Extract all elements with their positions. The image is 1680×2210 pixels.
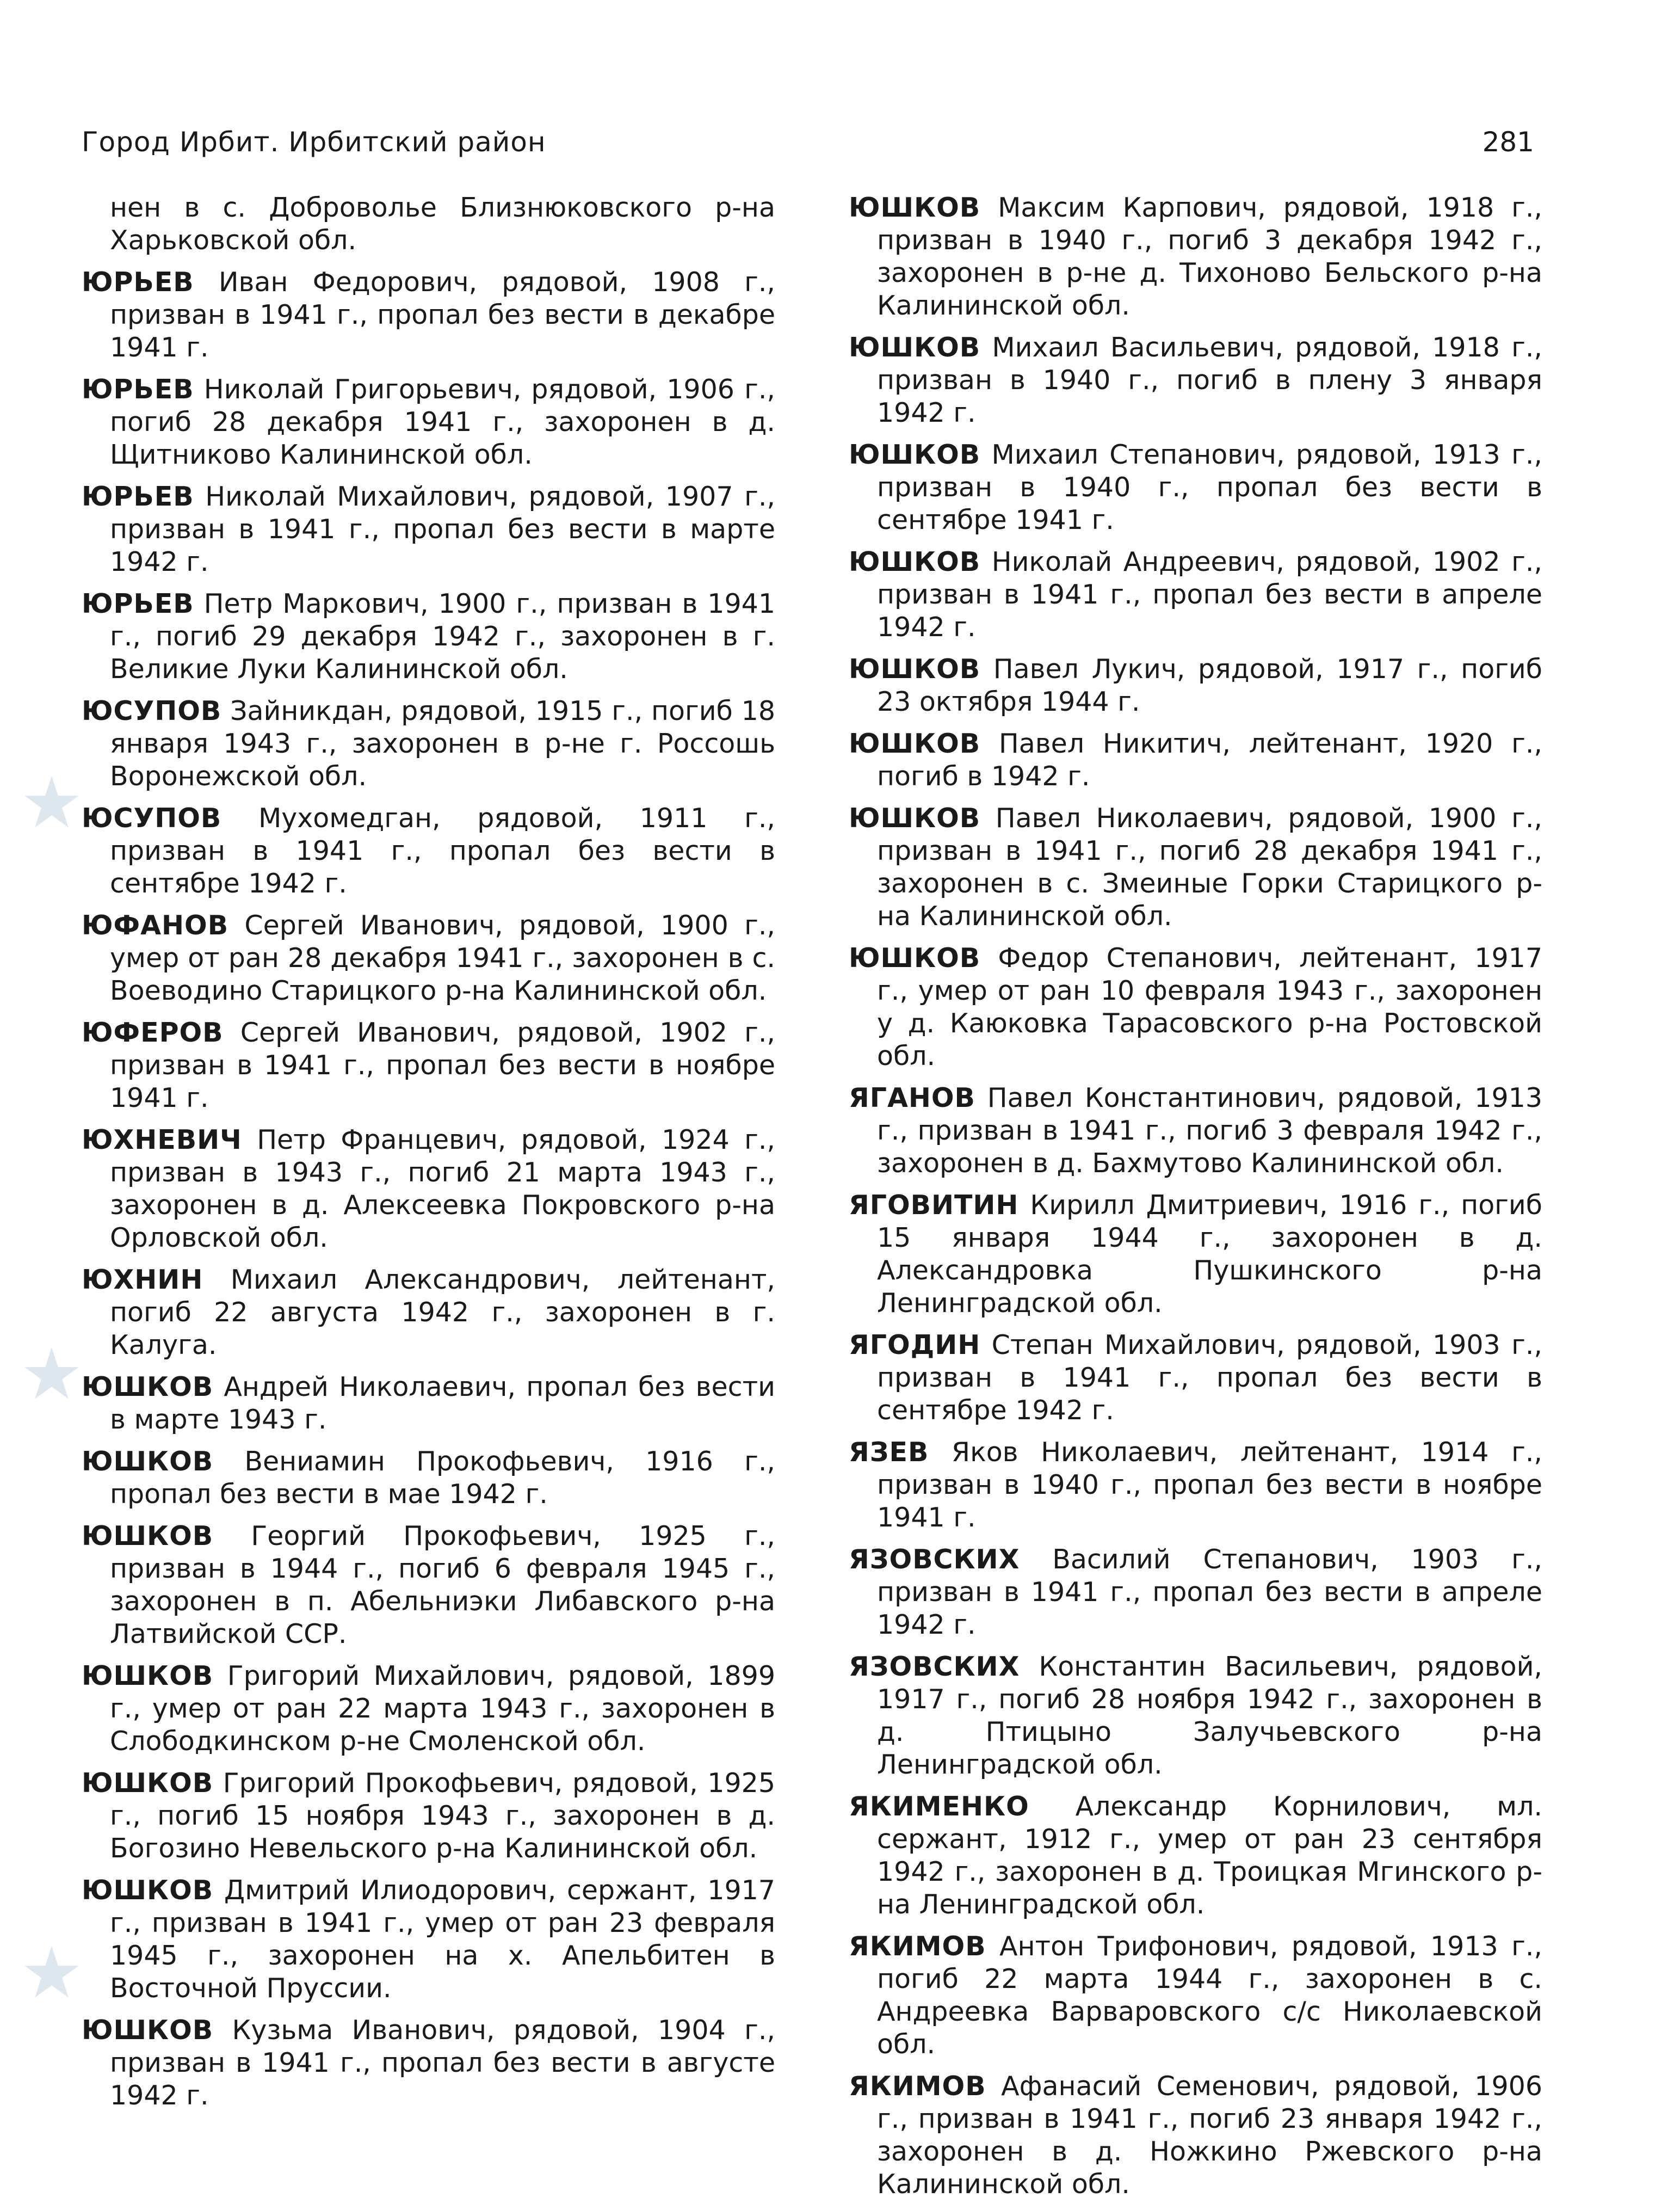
entry-text: Петр Францевич, рядовой, 1924 г., призван в 1943 г., погиб 21 марта 1943 г., захоронен в д. Алексеевка Покровского р-на Орловской обл. bbox=[110, 1124, 776, 1253]
list-item bbox=[849, 2070, 1542, 2201]
star-watermark-icon: ★ bbox=[20, 1333, 84, 1415]
entry-surname: ЮШКОВ bbox=[82, 1660, 214, 1691]
entry-text: Михаил Васильевич, рядовой, 1918 г., призван в 1940 г., погиб в плену 3 января 1942 г. bbox=[877, 332, 1542, 428]
entry-text: Михаил Александрович, лейтенант, погиб 22 августа 1942 г., захоронен в г. Калуга. bbox=[110, 1264, 775, 1361]
entry-text: Павел Лукич, рядовой, 1917 г., погиб 23 октября 1944 г. bbox=[877, 654, 1542, 717]
list-item bbox=[82, 373, 775, 471]
list-item bbox=[849, 1329, 1542, 1427]
entry-surname: ЮШКОВ bbox=[82, 2015, 214, 2046]
right-column bbox=[849, 192, 1542, 2210]
entry-surname: ЮШКОВ bbox=[82, 1875, 214, 1906]
entry-text: Константин Васильевич, рядовой, 1917 г., погиб 28 ноября 1942 г., захоронен в д. Птицыно Залучьевского р-на Ленинградской обл. bbox=[877, 1651, 1542, 1780]
entry-text: Яков Николаевич, лейтенант, 1914 г., призван в 1940 г., пропал без вести в ноябре 1941 г. bbox=[877, 1437, 1542, 1533]
list-item bbox=[82, 1445, 775, 1511]
entry-surname: ЯГОДИН bbox=[849, 1329, 981, 1361]
list-item bbox=[82, 1874, 775, 2005]
entry-surname: ЮРЬЕВ bbox=[82, 267, 194, 298]
entry-surname: ЯГАНОВ bbox=[849, 1082, 975, 1113]
entry-surname: ЮХНИН bbox=[82, 1264, 203, 1295]
running-head: Город Ирбит. Ирбитский район bbox=[82, 126, 546, 158]
entry-surname: ЮХНЕВИЧ bbox=[82, 1124, 242, 1155]
entry-surname: ЮШКОВ bbox=[82, 1446, 214, 1477]
list-item bbox=[849, 192, 1542, 322]
list-item bbox=[82, 1660, 775, 1758]
entry-text: Андрей Николаевич, пропал без вести в марте 1943 г. bbox=[110, 1371, 775, 1435]
entry-surname: ЮСУПОВ bbox=[82, 695, 222, 727]
list-item bbox=[849, 1790, 1542, 1921]
entry-text: Зайникдан, рядовой, 1915 г., погиб 18 января 1943 г., захоронен в р-не г. Россошь Воронежской обл. bbox=[110, 695, 775, 792]
list-item bbox=[849, 1082, 1542, 1180]
list-item bbox=[82, 695, 775, 793]
entry-surname: ЮШКОВ bbox=[849, 332, 981, 363]
entry-text: Сергей Иванович, рядовой, 1900 г., умер от ран 28 декабря 1941 г., захоронен в с. Воеводино Старицкого р-на Калининской обл. bbox=[110, 910, 776, 1006]
entry-text: Александр Корнилович, мл. сержант, 1912 г., умер от ран 23 сентября 1942 г., захоронен в д. Троицкая Мгинского р-на Ленинградской обл. bbox=[877, 1791, 1542, 1920]
entry-text: Вениамин Прокофьевич, 1916 г., пропал без вести в мае 1942 г. bbox=[110, 1446, 776, 1510]
entry-surname: ЮШКОВ bbox=[849, 546, 981, 577]
entry-text: Антон Трифонович, рядовой, 1913 г., погиб 22 марта 1944 г., захоронен в с. Андреевка Варваровского с/с Николаевской обл. bbox=[877, 1931, 1543, 2060]
entry-text: Кирилл Дмитриевич, 1916 г., погиб 15 января 1944 г., захоронен в д. Александровка Пушкинского р-на Ленинградской обл. bbox=[877, 1190, 1542, 1319]
entry-text: Николай Григорьевич, рядовой, 1906 г., погиб 28 декабря 1941 г., захоронен в д. Щитниково Калининской обл. bbox=[110, 374, 775, 470]
list-item bbox=[849, 802, 1542, 933]
entry-text: Павел Николаевич, рядовой, 1900 г., призван в 1941 г., погиб 28 декабря 1941 г., захоронен в с. Змеиные Горки Старицкого р-на Калининской обл. bbox=[877, 803, 1542, 932]
list-item bbox=[849, 653, 1542, 718]
entry-text: Петр Маркович, 1900 г., призван в 1941 г., погиб 29 декабря 1942 г., захоронен в г. Великие Луки Калининской обл. bbox=[110, 588, 776, 685]
list-item bbox=[849, 1930, 1542, 2061]
list-item bbox=[849, 728, 1542, 793]
entry-surname: ЯКИМОВ bbox=[849, 1931, 986, 1962]
entry-surname: ЯЗЕВ bbox=[849, 1437, 929, 1468]
entry-text: Федор Степанович, лейтенант, 1917 г., умер от ран 10 февраля 1943 г., захоронен у д. Каюковка Тарасовского р-на Ростовской обл. bbox=[877, 943, 1543, 1072]
list-item bbox=[82, 192, 775, 257]
list-item bbox=[82, 1520, 775, 1651]
entry-text: Афанасий Семенович, рядовой, 1906 г., призван в 1941 г., погиб 23 января 1942 г., захоронен в д. Ножкино Ржевского р-на Калининской обл. bbox=[877, 2071, 1542, 2200]
left-column bbox=[82, 192, 775, 2121]
list-item bbox=[849, 439, 1542, 537]
entry-surname: ЯЗОВСКИХ bbox=[849, 1544, 1020, 1575]
entry-text: Павел Никитич, лейтенант, 1920 г., погиб в 1942 г. bbox=[877, 728, 1542, 792]
list-item bbox=[849, 1189, 1542, 1320]
entry-text: Павел Константинович, рядовой, 1913 г., призван в 1941 г., погиб 3 февраля 1942 г., захоронен в д. Бахмутово Калининской обл. bbox=[877, 1082, 1542, 1179]
entry-surname: ЯЗОВСКИХ bbox=[849, 1651, 1020, 1682]
entry-text: нен в с. Доброволье Близнюковского р-на Харьковской обл. bbox=[110, 192, 775, 256]
entry-text: Михаил Степанович, рядовой, 1913 г., призван в 1940 г., пропал без вести в сентябре 1941 г. bbox=[877, 439, 1542, 535]
entry-surname: ЮШКОВ bbox=[849, 192, 981, 223]
list-item bbox=[82, 802, 775, 900]
list-item bbox=[849, 942, 1542, 1073]
star-watermark-icon: ★ bbox=[20, 1931, 84, 2014]
list-item bbox=[82, 909, 775, 1007]
entry-text: Николай Андреевич, рядовой, 1902 г., призван в 1941 г., пропал без вести в апреле 1942 г. bbox=[877, 546, 1542, 643]
entry-surname: ЮШКОВ bbox=[849, 439, 981, 470]
entry-text: Николай Михайлович, рядовой, 1907 г., призван в 1941 г., пропал без вести в марте 1942 г. bbox=[110, 481, 775, 577]
page-number: 281 bbox=[1482, 126, 1534, 158]
entry-text: Кузьма Иванович, рядовой, 1904 г., призван в 1941 г., пропал без вести в августе 1942 г. bbox=[110, 2015, 776, 2111]
star-watermark-icon: ★ bbox=[20, 761, 84, 844]
entry-text: Максим Карпович, рядовой, 1918 г., призван в 1940 г., погиб 3 декабря 1942 г., захоронен в р-не д. Тихоново Бельского р-на Калининской обл. bbox=[877, 192, 1543, 321]
entry-surname: ЮФЕРОВ bbox=[82, 1017, 224, 1048]
entry-surname: ЮШКОВ bbox=[82, 1768, 214, 1799]
entry-surname: ЮШКОВ bbox=[82, 1520, 214, 1552]
entry-text: Георгий Прокофьевич, 1925 г., призван в 1944 г., погиб 6 февраля 1945 г., захоронен в п. Абельниэки Либавского р-на Латвийской ССР. bbox=[110, 1520, 776, 1649]
list-item bbox=[849, 546, 1542, 644]
list-item bbox=[849, 1543, 1542, 1641]
list-item bbox=[82, 266, 775, 364]
entry-surname: ЮРЬЕВ bbox=[82, 374, 194, 405]
entry-surname: ЮШКОВ bbox=[849, 728, 981, 759]
entry-text: Григорий Прокофьевич, рядовой, 1925 г., погиб 15 ноября 1943 г., захоронен в д. Богозино Невельского р-на Калининской обл. bbox=[110, 1768, 776, 1864]
entry-text: Иван Федорович, рядовой, 1908 г., призван в 1941 г., пропал без вести в декабре 1941 г. bbox=[110, 267, 776, 363]
entry-surname: ЮФАНОВ bbox=[82, 910, 229, 941]
entry-surname: ЯКИМОВ bbox=[849, 2071, 986, 2102]
entry-text: Степан Михайлович, рядовой, 1903 г., призван в 1941 г., пропал без вести в сентябре 1942 г. bbox=[877, 1329, 1542, 1426]
entry-surname: ЮРЬЕВ bbox=[82, 588, 194, 619]
entry-text: Сергей Иванович, рядовой, 1902 г., призван в 1941 г., пропал без вести в ноябре 1941 г. bbox=[110, 1017, 775, 1113]
entry-surname: ЮШКОВ bbox=[849, 943, 981, 974]
list-item bbox=[82, 1017, 775, 1115]
list-item bbox=[82, 588, 775, 686]
list-item bbox=[82, 2014, 775, 2112]
entry-text: Григорий Михайлович, рядовой, 1899 г., умер от ран 22 марта 1943 г., захоронен в Слободкинском р-не Смоленской обл. bbox=[110, 1660, 775, 1757]
entry-surname: ЯГОВИТИН bbox=[849, 1190, 1019, 1221]
entry-text: Мухомедган, рядовой, 1911 г., призван в 1941 г., пропал без вести в сентябре 1942 г. bbox=[110, 803, 776, 899]
list-item bbox=[82, 1371, 775, 1436]
entry-surname: ЯКИМЕНКО bbox=[849, 1791, 1029, 1822]
entry-surname: ЮСУПОВ bbox=[82, 803, 222, 834]
list-item bbox=[849, 1436, 1542, 1534]
list-item bbox=[82, 1124, 775, 1254]
entry-surname: ЮШКОВ bbox=[849, 803, 981, 834]
entry-surname: ЮШКОВ bbox=[82, 1371, 214, 1402]
entry-surname: ЮШКОВ bbox=[849, 654, 981, 685]
list-item bbox=[82, 1767, 775, 1865]
entry-text: Василий Степанович, 1903 г., призван в 1941 г., пропал без вести в апреле 1942 г. bbox=[877, 1544, 1542, 1640]
entry-text: Дмитрий Илиодорович, сержант, 1917 г., призван в 1941 г., умер от ран 23 февраля 1945 г., захоронен на х. Апельбитен в Восточной Пруссии. bbox=[110, 1875, 775, 2004]
entry-surname: ЮРЬЕВ bbox=[82, 481, 194, 512]
list-item bbox=[849, 331, 1542, 429]
list-item bbox=[849, 1651, 1542, 1781]
list-item bbox=[82, 1264, 775, 1362]
list-item bbox=[82, 481, 775, 578]
